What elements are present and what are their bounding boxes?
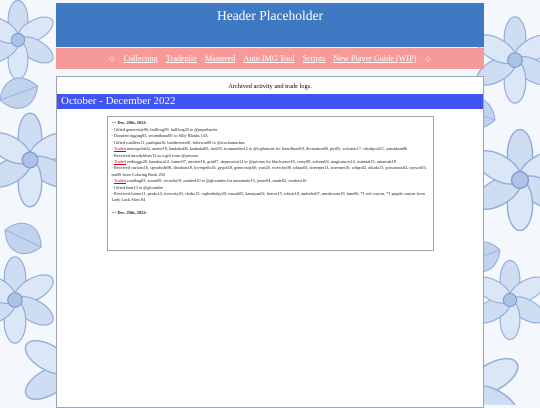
log-line: - Gifted roadless11, paalupta16, baitdresser20, falsewar08 to @wachamachas bbox=[111, 139, 245, 145]
log-line: - Gifted generosity06, bullfrog09, bullfrog20 to @pepsibarfer bbox=[111, 126, 218, 132]
log-line: - Received curious16, spearhide08, climbats18, lovespells16, gryph18, generosity06, yurt20, rivercity08, whips03, streetnet13, streetnet16, whips02, aikido15, poisonous02, raysort03, mu06 from Coloring Book 292 bbox=[111, 165, 427, 177]
main-nav bbox=[56, 48, 484, 69]
log-line-prefix: - bbox=[111, 158, 114, 164]
nav-collecting[interactable]: Collecting bbox=[123, 54, 158, 63]
log-line-prefix: - bbox=[111, 178, 114, 184]
site-header bbox=[56, 3, 484, 47]
log-line: - Donated rigging05, secondhand01 to Silly Blanks 143; bbox=[111, 133, 209, 139]
nav-diamond-icon: ◇ bbox=[425, 55, 431, 63]
page-container bbox=[56, 3, 484, 408]
trade-log bbox=[107, 116, 434, 251]
archive-intro: Archived activity and trade logs. bbox=[228, 83, 312, 90]
log-line-text: redboggs20, hazakura12, future07, arrester16, grin07, depression12 to @privma for blackwave19, crazy08, echoes04, magicauces12, mineral15, minerals18 bbox=[125, 158, 396, 164]
log-line-prefix: - bbox=[111, 146, 114, 152]
nav-diamond-icon: ◇ bbox=[109, 55, 115, 63]
log-date: >> Dec. 28th, 2022: bbox=[111, 120, 147, 125]
header-title: Header Placeholder bbox=[216, 8, 324, 23]
nav-tradepile[interactable]: Tradepile bbox=[165, 54, 197, 63]
traded-link[interactable]: Traded bbox=[113, 158, 126, 164]
log-line: - Received future11, peaks14, rivercity20, clerks15, orphirthday20, russak05, kamiyan02, horror15, robots18, ambides07, mushroom19, lune06, *1 red crayon, *1 purple crayon from Lady Luck Slots 84 bbox=[111, 190, 425, 203]
log-line-text: roadbug03, zoom09, recaelia19, marked10 to @gloomlee for untermate13, jester04, made02, weakest16 bbox=[125, 178, 307, 184]
nav-new-player-guide[interactable]: New Player Guide (WIP) bbox=[333, 54, 417, 63]
quarter-heading: October - December 2022 bbox=[57, 94, 483, 109]
nav-scripts[interactable]: Scripts bbox=[302, 54, 326, 63]
log-line: - Received moodyblues12 as a gift from @privma bbox=[111, 152, 198, 158]
log-line: - Gifted luna13 to @gloomlee bbox=[111, 184, 164, 190]
nav-auto-img-tool[interactable]: Auto IMG Tool bbox=[243, 54, 295, 63]
nav-mastered[interactable]: Mastered bbox=[204, 54, 236, 63]
traded-link[interactable]: Traded bbox=[113, 146, 126, 152]
traded-link[interactable]: Traded bbox=[113, 178, 126, 184]
log-line-text: metropolis02, airette18, kauhaka06, kauhaka05, tiret03, ironmaiden12 to @tophatcats for lizardhead19, divination06, pitt03, volcanic17, whirlpool11, yamakam06 bbox=[125, 146, 408, 152]
log-line bbox=[112, 146, 430, 152]
main-content bbox=[56, 76, 484, 408]
log-date: >> Dec. 28th, 2022: bbox=[111, 209, 147, 215]
